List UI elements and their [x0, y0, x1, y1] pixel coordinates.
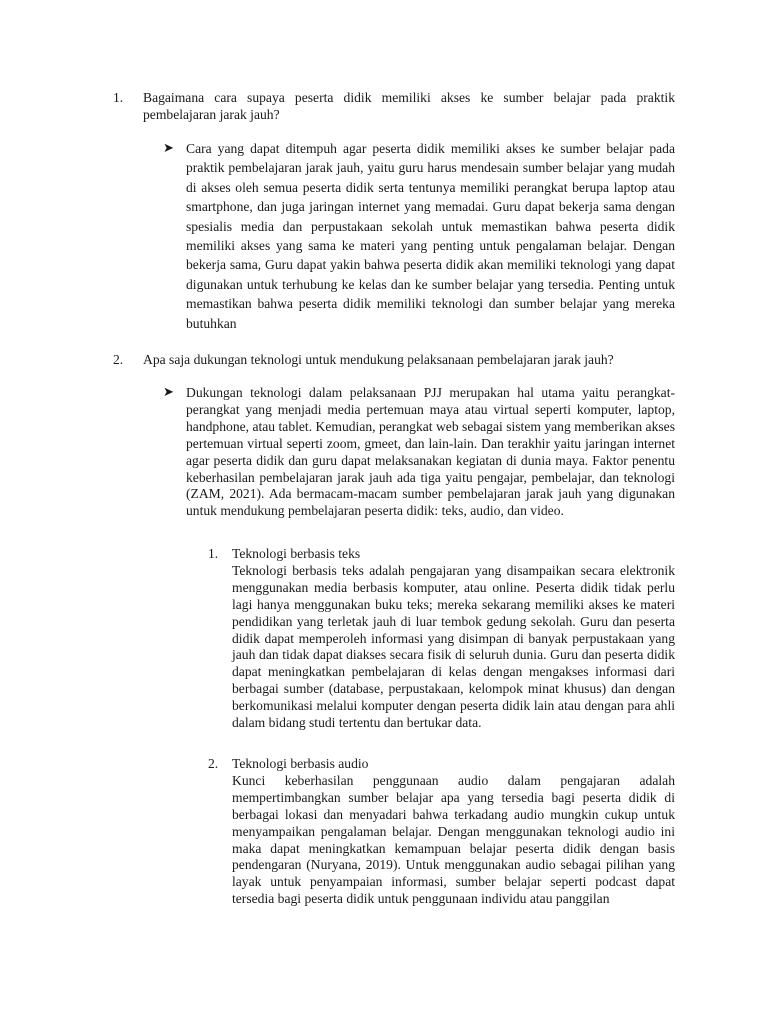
subitem-title: Teknologi berbasis audio — [232, 756, 369, 771]
answer-1 — [163, 139, 675, 333]
subitem-body: Kunci keberhasilan penggunaan audio dalam pengajaran adalah mempertimbangkan sumber belajar apa yang tersedia bagi peserta didik di berbagai lokasi dan menyadari bahwa terkadang audio mungkin cukup untuk menyampaikan pengalaman belajar. Dengan menggunakan teknologi audio ini maka dapat meningkatkan kemampuan belajar peserta didik dengan basis pendengaran (Nuryana, 2019). Untuk menggunakan audio sebagai pilihan yang layak untuk penyampaian informasi, sumber belajar seperti podcast dapat tersedia bagi peserta didik untuk penggunaan individu atau panggilan — [232, 772, 675, 907]
question-text: Bagaimana cara supaya peserta didik memiliki akses ke sumber belajar pada praktik pembelajaran jarak jauh? — [143, 90, 675, 122]
subitem-text-technology — [208, 546, 675, 732]
question-text: Apa saja dukungan teknologi untuk mendukung pelaksanaan pembelajaran jarak jauh? — [143, 352, 614, 367]
question-2 — [113, 351, 675, 368]
answer-text: Dukungan teknologi dalam pelaksanaan PJJ merupakan hal utama yaitu perangkat-perangkat yang menjadi media pertemuan maya atau virtual seperti komputer, laptop, handphone, atau tablet. Kemudian, perangkat web sebagai sistem yang memberikan akses pertemuan virtual seperti zoom, gmeet, dan lain-lain. Dan terakhir yaitu jaringan internet agar peserta didik dan guru dapat melaksanakan kegiatan di dunia maya. Faktor penentu keberhasilan pembelajaran jarak jauh ada tiga yaitu pengajar, pembelajar, dan teknologi (ZAM, 2021). Ada bermacam-macam sumber pembelajaran jarak jauh yang digunakan untuk mendukung pembelajaran peserta didik: teks, audio, dan video. — [186, 385, 675, 519]
answer-2 — [163, 385, 675, 520]
question-1 — [113, 89, 675, 123]
subitem-title: Teknologi berbasis teks — [232, 546, 361, 561]
subitem-audio-technology — [208, 756, 675, 908]
question-number: 2. — [113, 352, 124, 367]
arrowhead-bullet-icon: ➤ — [163, 385, 174, 400]
answer-text: Cara yang dapat ditempuh agar peserta didik memiliki akses ke sumber belajar pada praktik pembelajaran jarak jauh, yaitu guru harus mendesain sumber belajar yang mudah di akses oleh semua peserta didik serta tentunya memiliki perangkat berupa laptop atau smartphone, dan juga jaringan internet yang memadai. Guru dapat bekerja sama dengan spesialis media dan perpustakaan sekolah untuk memastikan bahwa peserta didik memiliki akses yang sama ke materi yang penting untuk pengalaman belajar. Dengan bekerja sama, Guru dapat yakin bahwa peserta didik akan memiliki teknologi yang dapat digunakan untuk terhubung ke kelas dan ke sumber belajar yang tersedia. Penting untuk memastikan bahwa peserta didik memiliki teknologi dan sumber belajar yang mereka butuhkan — [186, 141, 675, 331]
subitem-body: Teknologi berbasis teks adalah pengajaran yang disampaikan secara elektronik menggunakan media berbasis komputer, atau online. Peserta didik tidak perlu lagi hanya menggunakan buku teks; mereka sekarang memiliki akses ke materi pendidikan yang terletak jauh di luar tembok gedung sekolah. Guru dan peserta didik dapat memperoleh informasi yang disimpan di banyak perpustakaan yang jauh dan tidak dapat diakses secara fisik di seluruh dunia. Guru dan peserta didik dapat meningkatkan pembelajaran di kelas dengan mengakses informasi dari berbagai sumber (database, perpustakaan, kelompok minat khusus) dan dengan berkomunikasi melalui komputer dengan peserta didik lain atau dengan para ahli dalam bidang studi tertentu dan bertukar data. — [232, 562, 675, 731]
subitem-number: 2. — [208, 756, 219, 771]
arrowhead-bullet-icon: ➤ — [163, 141, 174, 156]
question-number: 1. — [113, 90, 124, 105]
subitem-number: 1. — [208, 546, 219, 561]
